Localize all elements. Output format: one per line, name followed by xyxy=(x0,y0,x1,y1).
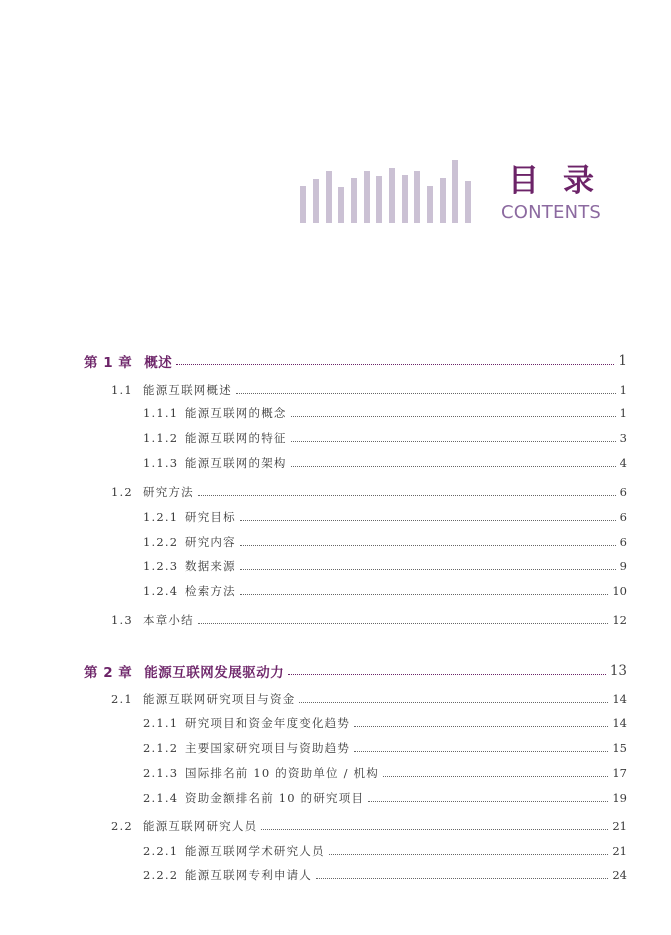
toc-entry-number: 2.1 xyxy=(111,692,133,706)
toc-entry-number: 第 2 章 xyxy=(84,665,133,681)
toc-entry-number: 2.1.3 xyxy=(143,766,179,780)
toc-dot-leader xyxy=(240,568,616,570)
toc-dot-leader xyxy=(354,725,608,727)
toc-page-number: 19 xyxy=(612,791,627,805)
toc-page-number: 13 xyxy=(609,663,627,679)
toc-entry-number: 1.1 xyxy=(111,383,133,397)
toc-page-number: 10 xyxy=(612,584,627,598)
toc-entry-number: 1.2.1 xyxy=(143,510,179,524)
toc-entry-number: 2.1.2 xyxy=(143,741,179,755)
toc-dot-leader xyxy=(299,701,608,703)
toc-section-row[interactable] xyxy=(111,611,627,629)
toc-entry-number: 1.1.1 xyxy=(143,406,179,420)
toc-dot-leader xyxy=(198,494,616,496)
toc-section-row[interactable] xyxy=(111,483,627,501)
toc-entry-number: 1.2.2 xyxy=(143,535,179,549)
toc-section-row[interactable] xyxy=(111,817,627,835)
toc-dot-leader xyxy=(383,775,608,777)
toc-page-number: 1 xyxy=(619,406,627,420)
toc-page-number: 1 xyxy=(618,353,627,369)
toc-entry-title: 概述 xyxy=(144,355,173,371)
toc-page-number: 14 xyxy=(612,716,627,730)
toc-entry-title: 能源互联网学术研究人员 xyxy=(185,844,325,858)
toc-entry-title: 数据来源 xyxy=(185,559,236,573)
toc-page-number: 3 xyxy=(619,431,627,445)
toc-entry-title: 能源互联网发展驱动力 xyxy=(144,665,285,681)
toc-entry-title: 能源互联网的概念 xyxy=(185,406,287,420)
toc-entry-number: 2.2.2 xyxy=(143,868,179,882)
toc-entry-number: 1.1.2 xyxy=(143,431,179,445)
toc-section-row[interactable] xyxy=(111,381,627,399)
toc-entry-title: 资助金额排名前 10 的研究项目 xyxy=(185,791,365,805)
decorative-bar xyxy=(326,171,332,223)
toc-entry-title: 研究项目和资金年度变化趋势 xyxy=(185,716,351,730)
toc-page-number: 1 xyxy=(619,383,627,397)
decorative-bar xyxy=(389,168,395,223)
toc-entry-number: 1.2 xyxy=(111,485,133,499)
toc-dot-leader xyxy=(288,673,606,675)
toc-sub-row[interactable] xyxy=(143,714,627,732)
toc-dot-leader xyxy=(176,363,614,365)
decorative-bar xyxy=(338,187,344,223)
toc-sub-row[interactable] xyxy=(143,429,627,447)
toc-entry-number: 2.2 xyxy=(111,819,133,833)
decorative-bar xyxy=(440,178,446,223)
toc-entry-title: 能源互联网专利申请人 xyxy=(185,868,312,882)
toc-dot-leader xyxy=(261,828,608,830)
toc-entry-number: 1.1.3 xyxy=(143,456,179,470)
toc-entry-title: 能源互联网研究项目与资金 xyxy=(143,692,296,706)
toc-dot-leader xyxy=(240,519,616,521)
decorative-bar xyxy=(364,171,370,223)
decorative-bar xyxy=(465,181,471,223)
toc-dot-leader xyxy=(329,853,609,855)
toc-sub-row[interactable] xyxy=(143,454,627,472)
toc-entry-title: 主要国家研究项目与资助趋势 xyxy=(185,741,351,755)
toc-entry-title: 能源互联网概述 xyxy=(143,383,232,397)
toc-dot-leader xyxy=(240,593,609,595)
toc-page-number: 15 xyxy=(612,741,627,755)
toc-entry-title: 研究方法 xyxy=(143,485,194,499)
toc-dot-leader xyxy=(316,877,608,879)
toc-entry-number: 2.1.1 xyxy=(143,716,179,730)
toc-entry-title: 能源互联网研究人员 xyxy=(143,819,258,833)
contents-title-cn: 目录 xyxy=(508,163,618,199)
toc-sub-row[interactable] xyxy=(143,764,627,782)
toc-entry-number: 2.2.1 xyxy=(143,844,179,858)
toc-page-number: 6 xyxy=(619,535,627,549)
toc-entry-number: 1.2.3 xyxy=(143,559,179,573)
toc-page-number: 21 xyxy=(612,819,627,833)
toc-entry-title: 能源互联网的架构 xyxy=(185,456,287,470)
toc-page-number: 6 xyxy=(619,510,627,524)
toc-entry-number: 1.2.4 xyxy=(143,584,179,598)
toc-sub-row[interactable] xyxy=(143,508,627,526)
toc-dot-leader xyxy=(354,750,608,752)
toc-entry-number: 2.1.4 xyxy=(143,791,179,805)
decorative-bar xyxy=(300,186,306,223)
decorative-bar xyxy=(452,160,458,223)
toc-entry-title: 国际排名前 10 的资助单位 / 机构 xyxy=(185,766,379,780)
decorative-bar xyxy=(313,179,319,223)
toc-entry-title: 能源互联网的特征 xyxy=(185,431,287,445)
toc-page-number: 21 xyxy=(612,844,627,858)
toc-entry-number: 1.3 xyxy=(111,613,133,627)
decorative-bar xyxy=(414,171,420,223)
toc-sub-row[interactable] xyxy=(143,739,627,757)
toc-page-number: 9 xyxy=(619,559,627,573)
toc-dot-leader xyxy=(198,622,609,624)
decorative-bar xyxy=(376,176,382,223)
toc-sub-row[interactable] xyxy=(143,557,627,575)
toc-entry-title: 研究内容 xyxy=(185,535,236,549)
decorative-bar xyxy=(427,186,433,223)
toc-dot-leader xyxy=(240,544,616,546)
toc-page-number: 12 xyxy=(612,613,627,627)
toc-entry-title: 本章小结 xyxy=(143,613,194,627)
toc-page-number: 17 xyxy=(612,766,627,780)
toc-page-number: 24 xyxy=(612,868,627,882)
toc-sub-row[interactable] xyxy=(143,842,627,860)
toc-sub-row[interactable] xyxy=(143,582,627,600)
toc-page-number: 6 xyxy=(619,485,627,499)
toc-page-number: 14 xyxy=(612,692,627,706)
toc-entry-number: 第 1 章 xyxy=(84,355,133,371)
toc-dot-leader xyxy=(368,800,608,802)
decorative-bar xyxy=(351,178,357,223)
toc-dot-leader xyxy=(291,440,616,442)
toc-chapter-row[interactable] xyxy=(84,662,627,680)
toc-sub-row[interactable] xyxy=(143,533,627,551)
toc-sub-row[interactable] xyxy=(143,404,627,422)
toc-chapter-row[interactable] xyxy=(84,352,627,370)
toc-sub-row[interactable] xyxy=(143,866,627,884)
toc-entry-title: 检索方法 xyxy=(185,584,236,598)
toc-entry-title: 研究目标 xyxy=(185,510,236,524)
toc-dot-leader xyxy=(291,465,616,467)
toc-section-row[interactable] xyxy=(111,690,627,708)
contents-title-en: CONTENTS xyxy=(501,202,602,223)
toc-dot-leader xyxy=(291,415,616,417)
toc-sub-row[interactable] xyxy=(143,789,627,807)
decorative-bar xyxy=(402,175,408,223)
decorative-bar-graphic xyxy=(300,150,475,223)
toc-page-number: 4 xyxy=(619,456,627,470)
toc-dot-leader xyxy=(236,392,616,394)
